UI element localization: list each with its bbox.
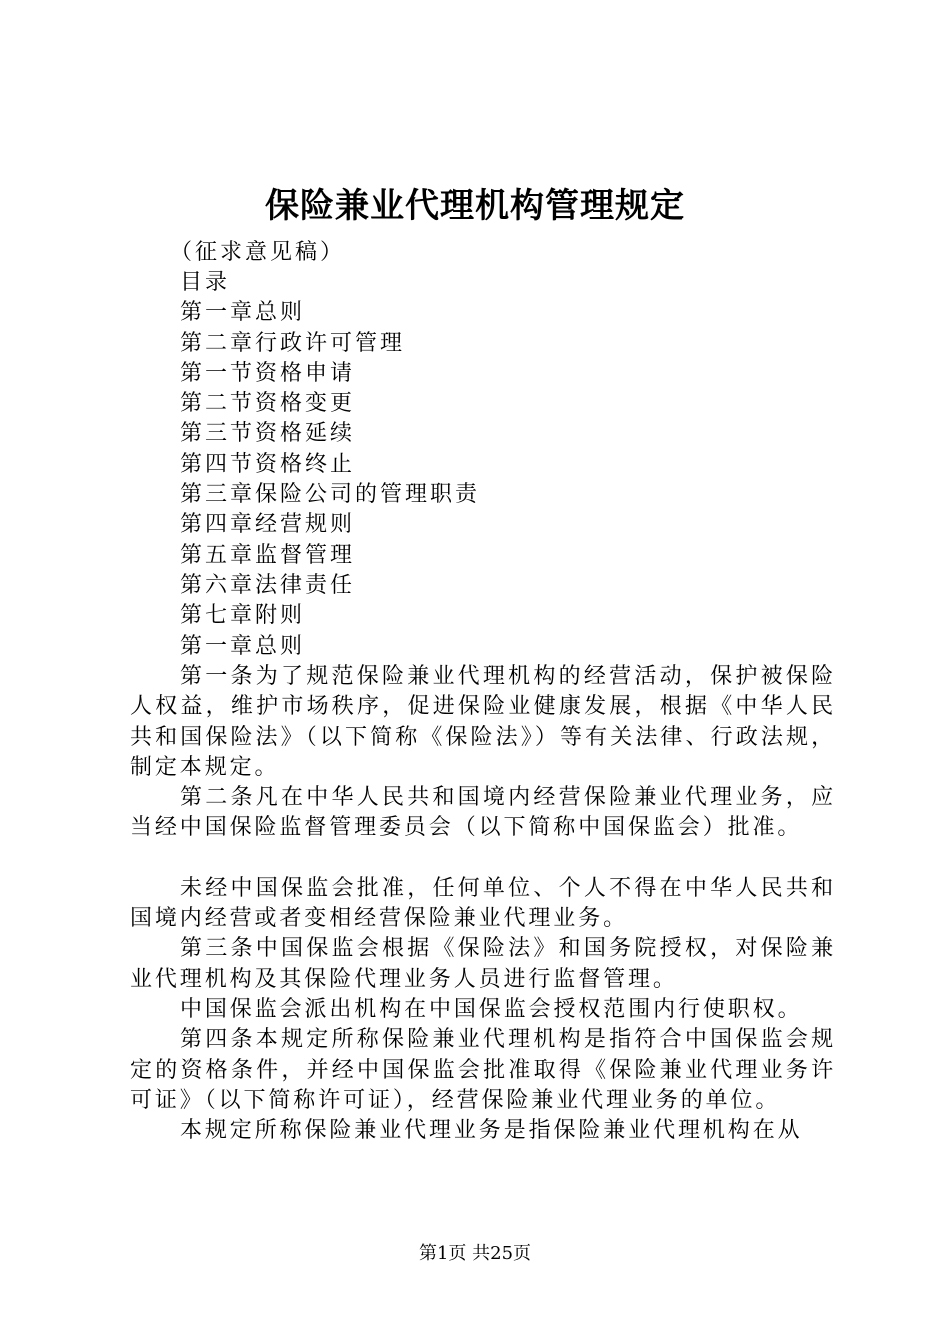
document-subtitle: （征求意见稿） <box>170 240 346 265</box>
toc-item: 第一章总则 <box>180 633 306 659</box>
toc-item: 第三章保险公司的管理职责 <box>180 482 481 508</box>
paragraph-article-2: 第二条凡在中华人民共和国境内经营保险兼业代理业务，应当经中国保险监督管理委员会（以下简称中国保监会）批准。 <box>130 785 836 841</box>
toc-item: 目录 <box>180 270 231 295</box>
toc-item: 第五章监督管理 <box>180 542 356 568</box>
page-number-footer: 第1页 共25页 <box>418 1243 532 1264</box>
paragraph-article-1: 第一条为了规范保险兼业代理机构的经营活动，保护被保险人权益，维护市场秩序，促进保险业健康发展，根据《中华人民共和国保险法》（以下简称《保险法》）等有关法律、行政法规，制定本规定。 <box>130 664 836 780</box>
paragraph: 本规定所称保险兼业代理业务是指保险兼业代理机构在从 <box>180 1118 803 1144</box>
paragraph-article-4: 第四条本规定所称保险兼业代理机构是指符合中国保监会规定的资格条件，并经中国保监会批准取得《保险兼业代理业务许可证》（以下简称许可证），经营保险兼业代理业务的单位。 <box>130 1027 836 1113</box>
toc-item: 第一章总则 <box>180 300 306 326</box>
paragraph: 中国保监会派出机构在中国保监会授权范围内行使职权。 <box>180 996 803 1022</box>
toc-item: 第七章附则 <box>180 603 306 629</box>
document-title: 保险兼业代理机构管理规定 <box>265 186 685 226</box>
toc-item: 第二节资格变更 <box>180 391 356 417</box>
toc-item: 第四节资格终止 <box>180 451 356 477</box>
table-of-contents <box>180 268 480 662</box>
toc-item: 第四章经营规则 <box>180 512 356 538</box>
paragraph: 未经中国保监会批准，任何单位、个人不得在中华人民共和国境内经营或者变相经营保险兼业代理业务。 <box>130 875 836 932</box>
toc-item: 第三节资格延续 <box>180 421 356 447</box>
toc-item: 第一节资格申请 <box>180 360 356 386</box>
toc-item: 第六章法律责任 <box>180 572 356 598</box>
document-body <box>130 662 836 1146</box>
paragraph-article-3: 第三条中国保监会根据《保险法》和国务院授权，对保险兼业代理机构及其保险代理业务人员进行监督管理。 <box>130 936 836 992</box>
toc-item: 第二章行政许可管理 <box>180 330 406 356</box>
